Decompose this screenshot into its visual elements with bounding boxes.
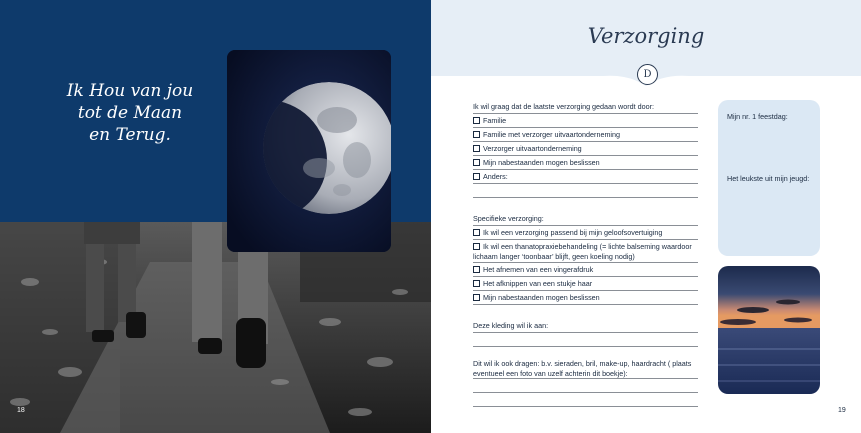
checkbox-option[interactable] [473,277,698,291]
option-label: Ik wil een verzorging passend bij mijn geloofsovertuiging [483,228,663,237]
checkbox-option[interactable] [473,114,698,128]
checkbox[interactable] [473,145,480,152]
checkbox[interactable] [473,159,480,166]
checkbox[interactable] [473,266,480,273]
childhood-memory-label: Het leukste uit mijn jeugd: [727,174,810,183]
sunset-photo [718,266,820,394]
checkbox[interactable] [473,294,480,301]
checkbox-option[interactable] [473,226,698,240]
option-label: Mijn nabestaanden mogen beslissen [483,158,600,167]
checkbox-option[interactable] [473,128,698,142]
option-label: Ik wil een thanatopraxiebehandeling (= lichte balseming waardoor lichaam langer ‘toonbaar’ blijft, geen koeling nodig) [473,242,692,261]
walking-path-photo [0,222,431,433]
accessories-prompt: Dit wil ik ook dragen: b.v. sieraden, bril, make-up, haardracht ( plaats eventueel een foto van uzelf achterin dit boekje): [473,357,698,379]
moon-image [227,50,391,252]
clothing-prompt: Deze kleding wil ik aan: [473,319,698,333]
option-label: Mijn nabestaanden mogen beslissen [483,293,600,302]
option-label: Het afknippen van een stukje haar [483,279,593,288]
checkbox[interactable] [473,243,480,250]
option-label: Familie met verzorger uitvaartonderneming [483,130,621,139]
checkbox[interactable] [473,229,480,236]
page-number: 19 [838,407,846,414]
form-intro: Specifieke verzorging: [473,212,698,226]
personal-notes-card [718,100,820,256]
checkbox[interactable] [473,173,480,180]
checkbox[interactable] [473,117,480,124]
write-line[interactable] [473,333,698,347]
option-label: Verzorger uitvaartonderneming [483,144,582,153]
moon-photo [227,50,391,252]
section-letter-badge: D [637,64,658,85]
quote-line: Ik Hou van jou [66,81,194,101]
form-intro: Ik wil graag dat de laatste verzorging gedaan wordt door: [473,100,698,114]
write-line[interactable] [473,393,698,407]
checkbox-option[interactable] [473,170,698,184]
page-title: Verzorging [587,24,705,48]
page-number: 18 [17,407,25,414]
option-label: Het afnemen van een vingerafdruk [483,265,594,274]
checkbox[interactable] [473,280,480,287]
write-line[interactable] [473,184,698,198]
checkbox-option[interactable] [473,142,698,156]
quote-line: en Terug. [89,125,171,145]
quote-line: tot de Maan [77,103,183,123]
write-line[interactable] [473,379,698,393]
quote-text [40,80,220,146]
checkbox[interactable] [473,131,480,138]
care-form [473,100,698,407]
checkbox-option[interactable] [473,263,698,277]
checkbox-option[interactable] [473,240,698,263]
right-page [431,0,861,433]
sunset-image [718,266,820,394]
checkbox-option[interactable] [473,156,698,170]
favorite-holiday-label: Mijn nr. 1 feestdag: [727,112,788,121]
option-label: Familie [483,116,507,125]
option-label: Anders: [483,172,508,181]
checkbox-option[interactable] [473,291,698,305]
